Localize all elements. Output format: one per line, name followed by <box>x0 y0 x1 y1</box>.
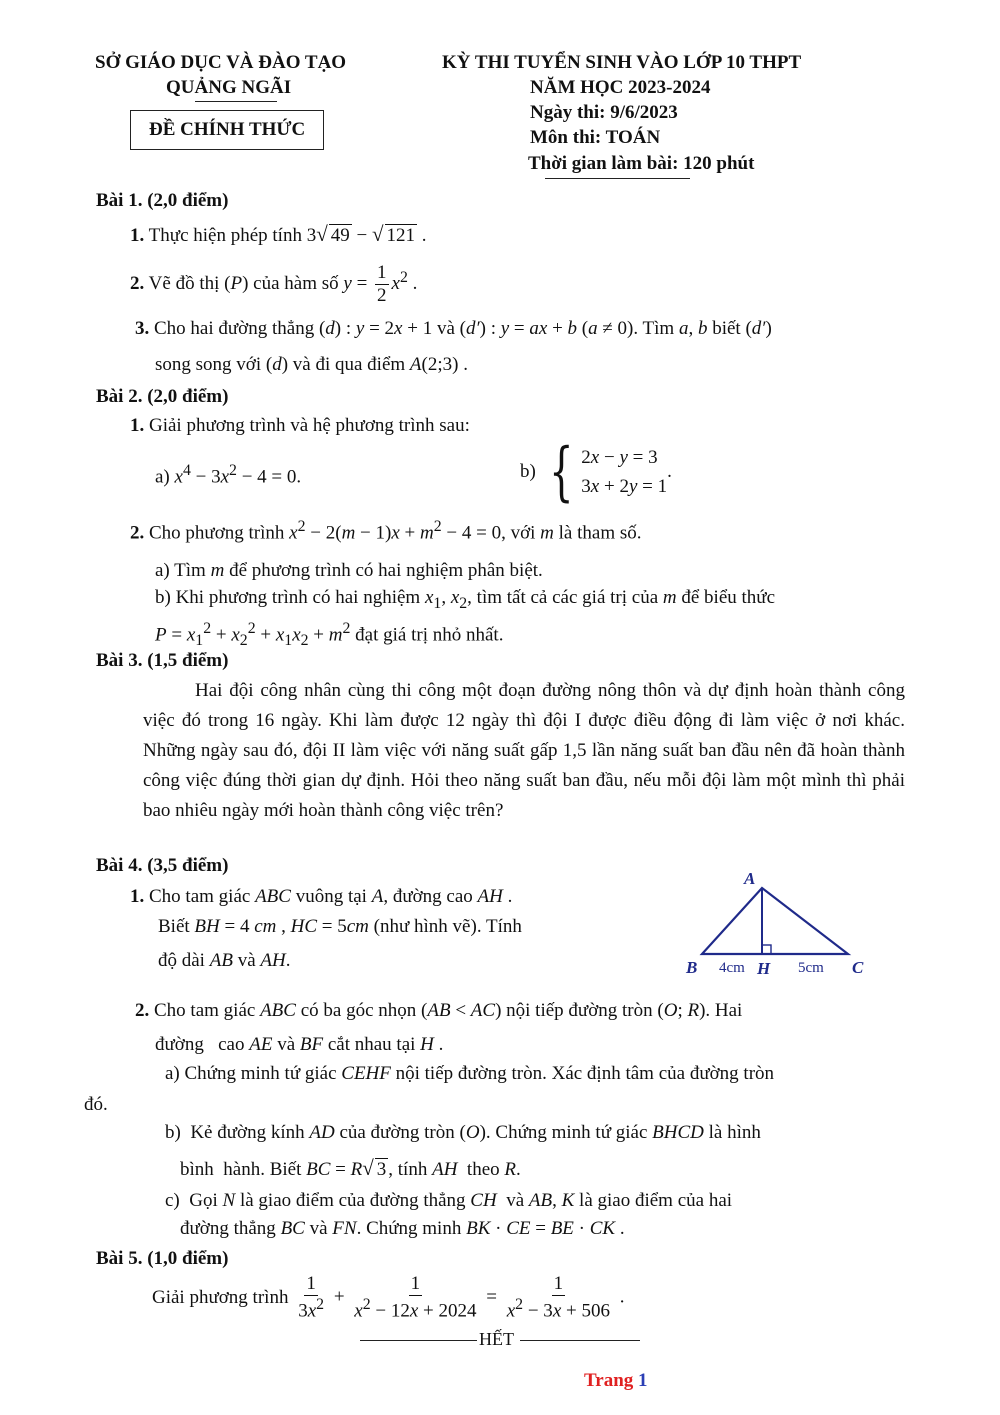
page-footer <box>584 1370 648 1392</box>
bai4-q2a-cont: đó. <box>84 1094 108 1115</box>
duration: Thời gian làm bài: 120 phút <box>528 153 755 174</box>
page-word: Trang <box>584 1370 634 1391</box>
bai3-title: Bài 3. (1,5 điểm) <box>96 650 229 671</box>
bai4-q2-cont: đường cao AE và BF cắt nhau tại H . <box>155 1034 444 1055</box>
label-c: C <box>852 958 864 977</box>
bai1-q3: 3. Cho hai đường thẳng (d) : y = 2x + 1 và (d′) : y = ax + b (a ≠ 0). Tìm a, b biết (d′) <box>135 318 772 339</box>
bai4-q1-given: Biết BH = 4 cm , HC = 5cm (như hình vẽ). Tính <box>158 916 522 937</box>
end-line-right <box>520 1340 640 1341</box>
label-hc: 5cm <box>798 960 824 976</box>
bai2-q2a: a) Tìm m để phương trình có hai nghiệm phân biệt. <box>155 560 543 581</box>
province-underline <box>195 101 277 102</box>
bai5-q: Giải phương trình $\frac{1}{3x^2}$ + $\frac{1}{x^2 - 12x + 2024}$ = $\frac{1}{x^2 - 3x + 506}$ . <box>152 1273 625 1322</box>
bai2-title: Bài 2. (2,0 điểm) <box>96 386 229 407</box>
bai4-q1-ask: độ dài AB và AH. <box>158 950 291 971</box>
bai2-q1b: b) { 2x − y = 3 3x + 2y = 1 . <box>520 435 672 509</box>
bai3-text: Hai đội công nhân cùng thi công một đoạn đường nông thôn và dự định hoàn thành công việc đó trong 16 ngày. Khi làm được 12 ngày thì đội I được điều động đi làm việc ở nơi khác. Những ngày sau đó, đội II làm việc với năng suất gấp 1,5 lần năng suất ban đầu nên đã hoàn thành công việc đúng thời gian dự định. Hỏi theo năng suất ban đầu, nếu mỗi đội làm một mình thì phải bao nhiêu ngày mới hoàn thành công việc trên? <box>143 680 905 821</box>
exam-title: KỲ THI TUYỂN SINH VÀO LỚP 10 THPT <box>442 52 802 73</box>
page-number: 1 <box>638 1370 648 1391</box>
bai4-title: Bài 4. (3,5 điểm) <box>96 855 229 876</box>
bai4-q2c: c) Gọi N là giao điểm của đường thẳng CH và AB, K là giao điểm của hai <box>165 1190 733 1211</box>
label-b: B <box>686 958 698 977</box>
bai2-q2: 2. Cho phương trình $x^2 - 2(m - 1)x + m^2 - 4 = 0$, với m là tham số. <box>130 518 642 544</box>
end-label: HẾT <box>479 1329 514 1349</box>
official-box: ĐỀ CHÍNH THỨC <box>130 110 324 150</box>
department-name: SỞ GIÁO DỤC VÀ ĐÀO TẠO <box>95 52 347 73</box>
subject: Môn thi: TOÁN <box>530 127 661 148</box>
exam-date: Ngày thi: 9/6/2023 <box>530 102 678 123</box>
bai4-q2b: b) Kẻ đường kính AD của đường tròn (O). Chứng minh tứ giác BHCD là hình <box>165 1122 761 1143</box>
duration-underline <box>545 178 690 179</box>
bai4-q2: 2. Cho tam giác ABC có ba góc nhọn (AB < AC) nội tiếp đường tròn (O; R). Hai <box>135 1000 743 1021</box>
province-name: QUẢNG NGÃI <box>166 77 292 98</box>
right-angle-mark <box>762 945 771 954</box>
label-bh: 4cm <box>719 960 745 976</box>
bai2-q2b-expr: $P = x_1^2 + x_2^2 + x_1x_2 + m^2$ đạt giá trị nhỏ nhất. <box>155 620 504 650</box>
bai2-q1a: a) $x^4 - 3x^2 - 4 = 0$. <box>155 462 302 488</box>
bai4-q1: 1. Cho tam giác ABC vuông tại A, đường cao AH . <box>130 886 513 907</box>
end-line-left <box>360 1340 477 1341</box>
bai2-q1: 1. Giải phương trình và hệ phương trình sau: <box>130 415 470 436</box>
triangle-abc <box>702 888 848 954</box>
bai4-q2a: a) Chứng minh tứ giác CEHF nội tiếp đường tròn. Xác định tâm của đường tròn <box>165 1063 775 1084</box>
bai1-q3-cont: song song với (d) và đi qua điểm A(2;3) . <box>155 354 468 375</box>
bai1-q1: 1. Thực hiện phép tính 3√ 49 − √ 121 . <box>130 222 427 246</box>
school-year: NĂM HỌC 2023-2024 <box>530 77 711 98</box>
label-a: A <box>744 869 756 888</box>
bai1-title: Bài 1. (2,0 điểm) <box>96 190 229 211</box>
bai4-q2b-cont: bình hành. Biết BC = R√ 3 , tính AH theo R. <box>180 1156 521 1180</box>
bai2-q2b: b) Khi phương trình có hai nghiệm $x_1$, $x_2$, tìm tất cả các giá trị của m để biểu thức <box>155 587 776 612</box>
label-h: H <box>757 959 771 978</box>
triangle-figure <box>680 866 880 984</box>
bai1-q2: 2. Vẽ đồ thị (P) của hàm số y = $\frac{1}{2}$ $x^2$ . <box>130 262 418 306</box>
bai5-title: Bài 5. (1,0 điểm) <box>96 1248 229 1269</box>
bai4-q2c-cont: đường thẳng BC và FN. Chứng minh BK · CE = BE · CK . <box>180 1218 625 1239</box>
